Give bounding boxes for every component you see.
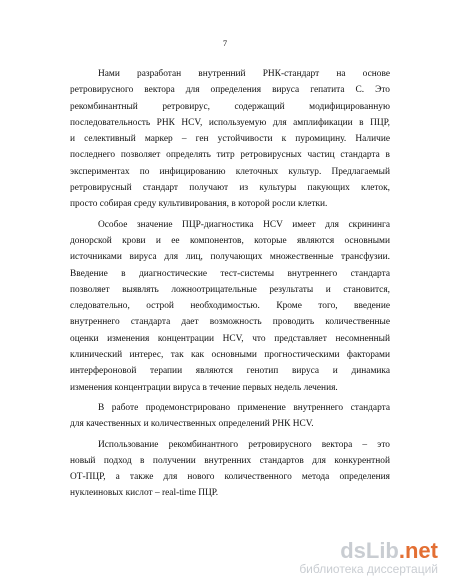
paragraph [70, 217, 390, 396]
text-line: новый подход в получении внутренних стандартов для конкурентной [70, 455, 390, 466]
paragraph [70, 66, 390, 213]
paragraph [70, 437, 390, 502]
watermark-logo [299, 540, 438, 562]
text-line: Использование рекомбинантного ретровирусного вектора – это [98, 439, 390, 450]
text-line: экспериментах по инфицированию клеточных культур. Предлагаемый [70, 166, 390, 177]
text-line: позволяет выявлять ложноотрицательные результаты и становится, [70, 284, 390, 295]
text-line: клинический интерес, так как основными прогностическими факторами [70, 350, 390, 361]
text-line: Введение в диагностические тест-системы внутреннего стандарта [70, 268, 390, 279]
text-line: Особое значение ПЦР-диагностика HCV имеет для скрининга [98, 219, 390, 230]
text-line: ОТ-ПЦР, а также для нового количественного метода определения [70, 472, 390, 483]
text-line: донорской крови и ее компонентов, которые являются основными [70, 235, 390, 246]
text-line: последовательность РНК HCV, используемую для амплификации в ПЦР, [70, 117, 390, 128]
text-line: рекомбинантный ретровирус, содержащий модифицированную [70, 101, 390, 112]
text-line: и селективный маркер – ген устойчивости к пуромицину. Наличие [70, 134, 390, 145]
text-line: В работе продемонстрировано применение внутреннего стандарта [98, 402, 390, 413]
watermark-caption: библиотека диссертаций [299, 562, 438, 576]
watermark-logo-main: dsLib [340, 538, 399, 563]
document-body [70, 66, 390, 506]
text-line: оценки изменения концентрации HCV, что представляет несомненный [70, 333, 390, 344]
text-line: ретровирусного вектора для определения вируса гепатита С. Это [70, 85, 390, 96]
text-line: изменения концентрации вируса в течение первых недель лечения. [70, 382, 338, 393]
text-line: Нами разработан внутренний РНК-стандарт на основе [98, 69, 390, 79]
text-line: интерфероновой терапии являются генотип вируса и динамика [70, 366, 390, 377]
watermark [299, 540, 438, 576]
text-line: для качественных и количественных определений РНК HCV. [70, 419, 314, 430]
text-line: последнего позволяет определять титр ретровирусных частиц стандарта в [70, 150, 390, 161]
text-line: ретровирусный стандарт получают из культуры пакующих клеток, [70, 183, 390, 194]
text-line: внутреннего стандарта дает возможность проводить количественные [70, 317, 390, 328]
text-line: следовательно, острой необходимостью. Кроме того, введение [70, 301, 390, 312]
text-line: просто собирая среду культивирования, в которой росли клетки. [70, 199, 328, 210]
page-number: 7 [222, 38, 228, 48]
text-line: нуклеиновых кислот – real-time ПЦР. [70, 488, 219, 499]
text-line: источниками вируса для лиц, получающих множественные трансфузии. [70, 252, 390, 263]
paragraph [70, 400, 390, 433]
watermark-logo-suffix: .net [398, 538, 438, 563]
